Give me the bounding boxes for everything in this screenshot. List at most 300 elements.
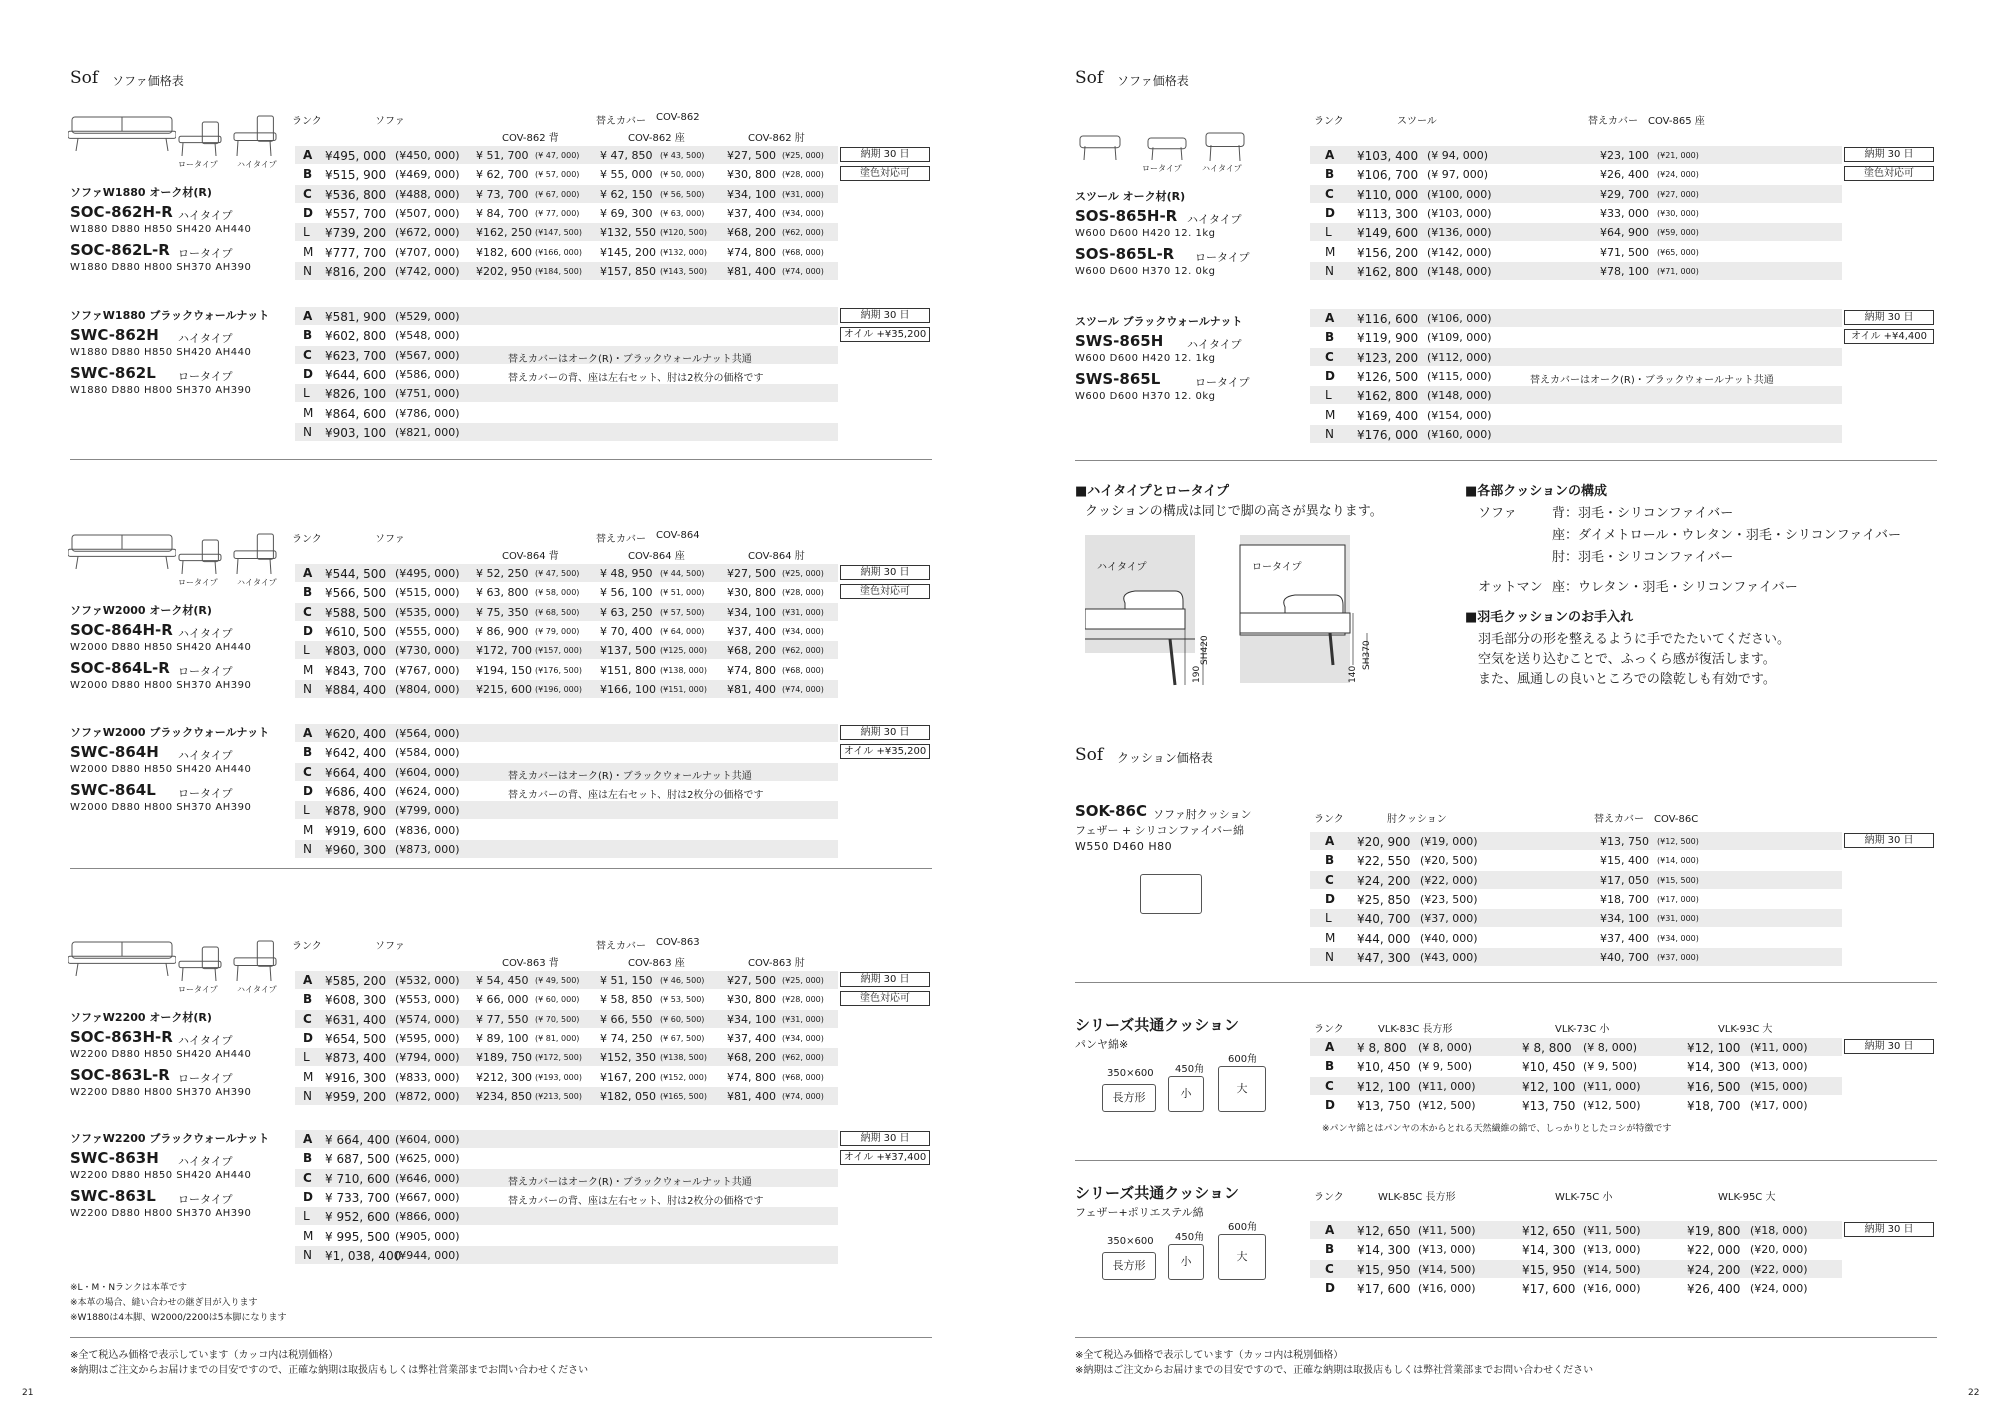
cover-back-price: ¥ 86, 900: [476, 624, 529, 638]
rank-letter: C: [1325, 1261, 1334, 1276]
cover-seat-ex-tax: (¥ 44, 500): [660, 569, 705, 578]
large-cushion-price: ¥16, 500: [1687, 1079, 1741, 1094]
cover-back-ex-tax: (¥ 68, 500): [535, 607, 580, 617]
rank-letter: L: [303, 1050, 310, 1065]
cover-ex-tax: (¥14, 000): [1657, 856, 1699, 866]
header-cover-arm: COV-864 肘: [748, 551, 805, 562]
cover-arm-price: ¥27, 500: [727, 149, 776, 162]
rank-letter: D: [303, 783, 313, 798]
large-cushion-price: ¥19, 800: [1687, 1224, 1741, 1238]
cover-seat-ex-tax: (¥125, 000): [660, 646, 707, 656]
rect-cushion-ex-tax: (¥11, 500): [1418, 1224, 1476, 1237]
arm-cushion-sub: ソファ肘クッション: [1153, 808, 1252, 821]
sofa-price-ex-tax: (¥667, 000): [395, 1190, 460, 1204]
header-rank: ランク: [292, 941, 322, 952]
header-cover-seat: COV-863 座: [628, 958, 685, 969]
cover-seat-price: ¥137, 500: [600, 644, 656, 658]
stool-price-ex-tax: (¥103, 000): [1427, 206, 1492, 220]
lead-time-badge: 納期 30 日: [840, 565, 930, 580]
cover-seat-ex-tax: (¥ 56, 500): [660, 189, 705, 199]
cover-arm-ex-tax: (¥68, 000): [782, 665, 824, 675]
rect-cushion-price: ¥14, 300: [1357, 1243, 1411, 1258]
info-heading-type: ■ハイタイプとロータイプ: [1075, 484, 1229, 499]
cover-seat-ex-tax: (¥ 43, 500): [660, 151, 705, 160]
small-cushion-price: ¥12, 650: [1522, 1224, 1576, 1238]
cover-seat-ex-tax: (¥ 50, 000): [660, 170, 705, 180]
sofa-price-ex-tax: (¥469, 000): [395, 168, 460, 182]
sofa-price-ex-tax: (¥488, 000): [395, 187, 460, 201]
sofa-price: ¥903, 100: [325, 425, 387, 440]
stool-price: ¥176, 000: [1357, 427, 1419, 442]
cover-back-ex-tax: (¥172, 500): [535, 1053, 582, 1063]
sofa-price: ¥ 710, 600: [325, 1171, 390, 1186]
product-code-high: SWC-863H: [70, 1149, 159, 1167]
cushion-back: 背：羽毛・シリコンファイバー: [1552, 506, 1734, 521]
finish-option-badge: オイル +¥35,200: [840, 744, 930, 759]
cover-ex-tax: (¥65, 000): [1657, 247, 1699, 257]
header-stool: スツール: [1397, 116, 1437, 127]
cover-seat-ex-tax: (¥ 60, 500): [660, 1014, 705, 1024]
product-name: ソファW2000 オーク材(R): [70, 604, 212, 617]
cover-back-price: ¥234, 850: [476, 1089, 532, 1103]
arm-cushion-ex-tax: (¥19, 000): [1420, 835, 1478, 848]
large-cushion-price: ¥12, 100: [1687, 1041, 1741, 1055]
rank-letter: A: [1325, 834, 1335, 848]
product-code-high: SWS-865H: [1075, 332, 1164, 350]
divider: [1075, 1337, 1937, 1338]
rank-letter: A: [303, 566, 313, 580]
rect-cushion-ex-tax: (¥11, 000): [1418, 1079, 1476, 1093]
rank-letter: C: [1325, 872, 1334, 887]
header-sofa: ソファ: [375, 116, 405, 127]
sofa-illustration: [68, 940, 176, 976]
stool-price: ¥106, 700: [1357, 168, 1419, 183]
product-type-low: ロータイプ: [1195, 251, 1250, 264]
cover-seat-ex-tax: (¥ 51, 000): [660, 588, 705, 598]
product-type-high: ハイタイプ: [178, 627, 233, 640]
cover-seat-price: ¥ 70, 400: [600, 624, 653, 638]
sofa-price: ¥608, 300: [325, 993, 387, 1008]
sofa-price: ¥843, 700: [325, 663, 387, 678]
cover-arm-ex-tax: (¥34, 000): [782, 626, 824, 636]
divider: [1075, 460, 1937, 461]
sofa-price: ¥1, 038, 400: [325, 1248, 402, 1263]
arm-cushion-price: ¥24, 200: [1357, 873, 1411, 888]
rank-letter: D: [1325, 1097, 1335, 1112]
size-label-small: 450角: [1175, 1232, 1205, 1243]
cover-ex-tax: (¥34, 000): [1657, 933, 1699, 943]
stool-price-ex-tax: (¥106, 000): [1427, 312, 1492, 325]
cover-price: ¥13, 750: [1600, 835, 1649, 848]
finish-option-badge: オイル +¥35,200: [840, 327, 930, 342]
page-number: 21: [22, 1388, 34, 1398]
cover-arm-price: ¥34, 100: [727, 605, 776, 619]
cover-arm-price: ¥74, 800: [727, 245, 776, 259]
cover-seat-price: ¥152, 350: [600, 1051, 656, 1065]
footer-note: ※全て税込み価格で表示しています（カッコ内は税別価格）: [70, 1350, 339, 1361]
product-dims-high: W600 D600 H420 12. 1kg: [1075, 353, 1216, 364]
lowtype-label: ロータイプ: [178, 578, 218, 587]
cushion-rect-shape: 長方形: [1102, 1252, 1156, 1280]
stool-price-ex-tax: (¥ 97, 000): [1427, 168, 1489, 182]
sofa-price-ex-tax: (¥821, 000): [395, 425, 460, 439]
arm-cushion-ex-tax: (¥20, 500): [1420, 854, 1478, 868]
cover-ex-tax: (¥71, 000): [1657, 266, 1699, 276]
cover-ex-tax: (¥17, 000): [1657, 894, 1699, 904]
cover-back-price: ¥182, 600: [476, 245, 532, 259]
sofa-price: ¥959, 200: [325, 1089, 387, 1104]
arm-cushion-code: SOK-86C: [1075, 802, 1147, 820]
cover-seat-price: ¥151, 800: [600, 663, 656, 677]
header-cover-code: COV-863: [656, 937, 700, 948]
arm-cushion-price: ¥22, 550: [1357, 854, 1411, 869]
cover-seat-price: ¥157, 850: [600, 264, 656, 278]
cover-back-price: ¥215, 600: [476, 682, 532, 696]
small-cushion-price: ¥17, 600: [1522, 1281, 1576, 1296]
product-dims-low: W600 D600 H370 12. 0kg: [1075, 266, 1216, 277]
dimension-140: 140: [1348, 665, 1358, 683]
header-cover-arm: COV-862 肘: [748, 133, 805, 144]
arm-cushion-ex-tax: (¥40, 000): [1420, 931, 1478, 945]
rect-cushion-ex-tax: (¥12, 500): [1418, 1098, 1476, 1112]
sofa-price-ex-tax: (¥905, 000): [395, 1229, 460, 1243]
series-material: フェザー+ポリエステル綿: [1075, 1206, 1204, 1219]
rank-letter: A: [1325, 1223, 1335, 1237]
cover-seat-ex-tax: (¥120, 500): [660, 228, 707, 238]
cover-note: 替えカバーはオーク(R)・ブラックウォールナット共通: [508, 770, 752, 782]
finish-option-badge: オイル +¥37,400: [840, 1150, 930, 1165]
sofa-price: ¥873, 400: [325, 1051, 387, 1066]
cover-seat-price: ¥ 66, 550: [600, 1012, 653, 1026]
sofa-price: ¥544, 500: [325, 567, 387, 581]
cover-arm-ex-tax: (¥25, 000): [782, 569, 824, 578]
lowtype-label: ロータイプ: [178, 985, 218, 994]
finish-option-badge: 塗色対応可: [1844, 166, 1934, 181]
rank-letter: D: [1325, 891, 1335, 906]
sofa-price: ¥495, 000: [325, 149, 387, 163]
header-arm-cushion: 肘クッション: [1387, 814, 1447, 825]
small-cushion-ex-tax: (¥ 8, 000): [1583, 1041, 1638, 1054]
sofa-price: ¥588, 500: [325, 605, 387, 620]
hightype-label: ハイタイプ: [1202, 164, 1242, 173]
rect-cushion-price: ¥17, 600: [1357, 1281, 1411, 1296]
cover-price: ¥34, 100: [1600, 912, 1649, 926]
finish-option-badge: 塗色対応可: [840, 991, 930, 1006]
figure-label-high: ハイタイプ: [1097, 562, 1147, 573]
header-cover: 替えカバー: [596, 941, 646, 952]
page-title: Sof: [1075, 68, 1104, 88]
cover-back-price: ¥ 52, 250: [476, 567, 529, 580]
rank-letter: B: [1325, 1059, 1335, 1074]
product-type-low: ロータイプ: [178, 787, 233, 800]
rank-letter: M: [1325, 244, 1336, 259]
cover-seat-price: ¥145, 200: [600, 245, 656, 259]
stool-price: ¥162, 800: [1357, 389, 1419, 404]
small-cushion-ex-tax: (¥16, 000): [1583, 1281, 1641, 1295]
cover-back-price: ¥212, 300: [476, 1070, 532, 1084]
sofa-price-ex-tax: (¥548, 000): [395, 329, 460, 343]
product-name: ソファW1880 オーク材(R): [70, 186, 212, 199]
divider: [70, 1337, 932, 1338]
sofa-price: ¥585, 200: [325, 974, 387, 988]
cover-seat-price: ¥ 62, 150: [600, 187, 653, 201]
header-cover: 替えカバー COV-86C: [1594, 814, 1699, 825]
product-dims-high: W2000 D880 H850 SH420 AH440: [70, 764, 252, 775]
arm-cushion-ex-tax: (¥22, 000): [1420, 873, 1478, 887]
rect-cushion-ex-tax: (¥13, 000): [1418, 1243, 1476, 1257]
lowtype-stool-illustration: [1146, 136, 1188, 160]
header-rank: ランク: [292, 534, 322, 545]
cover-back-price: ¥202, 950: [476, 264, 532, 278]
sofa-price: ¥620, 400: [325, 727, 387, 741]
label-ottoman: オットマン: [1478, 580, 1543, 595]
sofa-price: ¥916, 300: [325, 1070, 387, 1085]
stool-price: ¥103, 400: [1357, 149, 1419, 163]
cover-seat-ex-tax: (¥132, 000): [660, 247, 707, 257]
sofa-price: ¥739, 200: [325, 226, 387, 241]
arm-cushion-dims: W550 D460 H80: [1075, 840, 1173, 853]
cover-back-ex-tax: (¥184, 500): [535, 266, 582, 276]
stool-illustration: [1078, 134, 1122, 160]
sofa-price: ¥ 687, 500: [325, 1152, 390, 1167]
cover-back-price: ¥ 84, 700: [476, 206, 529, 220]
divider: [70, 868, 932, 869]
sofa-illustration: [68, 533, 176, 569]
product-dims-low: W2200 D880 H800 SH370 AH390: [70, 1087, 252, 1098]
cover-seat-ex-tax: (¥ 57, 500): [660, 607, 705, 617]
sofa-price: ¥566, 500: [325, 586, 387, 601]
rect-cushion-price: ¥13, 750: [1357, 1098, 1411, 1113]
cover-seat-ex-tax: (¥143, 500): [660, 266, 707, 276]
cover-arm-price: ¥30, 800: [727, 993, 776, 1007]
cover-seat-price: ¥ 47, 850: [600, 149, 653, 162]
product-code-low: SWC-863L: [70, 1187, 156, 1205]
product-type-high: ハイタイプ: [178, 749, 233, 762]
header-rank: ランク: [292, 116, 322, 127]
sofa-price: ¥ 733, 700: [325, 1190, 390, 1205]
series-title: シリーズ共通クッション: [1075, 1016, 1239, 1034]
cover-arm-price: ¥30, 800: [727, 586, 776, 600]
product-type-high: ハイタイプ: [178, 1034, 233, 1047]
arm-cushion-price: ¥44, 000: [1357, 931, 1411, 946]
rank-letter: A: [303, 973, 313, 987]
rect-cushion-price: ¥12, 100: [1357, 1079, 1411, 1094]
sofa-price-ex-tax: (¥730, 000): [395, 644, 460, 658]
cover-arm-price: ¥37, 400: [727, 206, 776, 220]
sofa-price: ¥864, 600: [325, 406, 387, 421]
rank-letter: M: [303, 662, 314, 677]
cover-ex-tax: (¥27, 000): [1657, 189, 1699, 199]
sofa-price: ¥642, 400: [325, 746, 387, 761]
cover-arm-price: ¥37, 400: [727, 1031, 776, 1045]
sofa-price-ex-tax: (¥624, 000): [395, 784, 460, 798]
sofa-price-ex-tax: (¥794, 000): [395, 1051, 460, 1065]
cover-arm-price: ¥27, 500: [727, 974, 776, 987]
arm-cushion-illustration: [1140, 874, 1202, 914]
cover-seat-price: ¥ 48, 950: [600, 567, 653, 580]
cover-seat-price: ¥ 51, 150: [600, 974, 653, 987]
rank-letter: M: [1325, 930, 1336, 945]
cover-back-price: ¥ 73, 700: [476, 187, 529, 201]
sofa-price-ex-tax: (¥944, 000): [395, 1248, 460, 1262]
rank-letter: D: [1325, 1280, 1335, 1295]
sofa-price-ex-tax: (¥751, 000): [395, 387, 460, 401]
arm-cushion-price: ¥20, 900: [1357, 835, 1411, 849]
cover-ex-tax: (¥30, 000): [1657, 208, 1699, 218]
product-name: ソファW2000 ブラックウォールナット: [70, 726, 270, 739]
series-note: ※パンヤ綿とはパンヤの木からとれる天然繊維の綿で、しっかりとしたコシが特徴です: [1322, 1124, 1672, 1135]
cover-back-ex-tax: (¥ 47, 500): [535, 569, 580, 578]
product-dims-high: W1880 D880 H850 SH420 AH440: [70, 347, 252, 358]
stool-price-ex-tax: (¥109, 000): [1427, 331, 1492, 345]
cover-arm-ex-tax: (¥31, 000): [782, 607, 824, 617]
rank-letter: C: [1325, 186, 1334, 201]
hightype-chair-illustration: [232, 939, 278, 981]
sofa-price-ex-tax: (¥872, 000): [395, 1089, 460, 1103]
header-sofa: ソファ: [375, 941, 405, 952]
rank-letter: N: [1325, 949, 1334, 964]
header-rank: ランク: [1314, 814, 1344, 825]
cover-arm-price: ¥81, 400: [727, 1089, 776, 1103]
rect-cushion-price: ¥12, 650: [1357, 1224, 1411, 1238]
sofa-price-ex-tax: (¥495, 000): [395, 567, 460, 580]
sofa-price: ¥826, 100: [325, 387, 387, 402]
header-cover-code: COV-864: [656, 530, 700, 541]
sofa-price: ¥581, 900: [325, 310, 387, 324]
cover-arm-price: ¥81, 400: [727, 682, 776, 696]
cover-seat-price: ¥ 55, 000: [600, 168, 653, 182]
product-type-high: ハイタイプ: [1187, 213, 1242, 226]
cover-seat-price: ¥ 69, 300: [600, 206, 653, 220]
cover-arm-ex-tax: (¥25, 000): [782, 976, 824, 985]
ottoman-seat: 座：ウレタン・羽毛・シリコンファイバー: [1552, 580, 1798, 595]
small-cushion-ex-tax: (¥14, 500): [1583, 1262, 1641, 1276]
dimension-sh370: SH370: [1362, 640, 1372, 670]
sofa-price: ¥654, 500: [325, 1031, 387, 1046]
small-cushion-price: ¥ 8, 800: [1522, 1041, 1572, 1055]
cover-back-ex-tax: (¥166, 000): [535, 247, 582, 257]
lead-time-badge: 納期 30 日: [1844, 1039, 1934, 1054]
rank-letter: B: [1325, 330, 1335, 345]
product-dims-low: W1880 D880 H800 SH370 AH390: [70, 262, 252, 273]
cover-price: ¥40, 700: [1600, 950, 1649, 964]
large-cushion-ex-tax: (¥24, 000): [1750, 1281, 1808, 1295]
sofa-price-ex-tax: (¥672, 000): [395, 226, 460, 240]
rank-letter: N: [303, 681, 312, 696]
cover-arm-price: ¥27, 500: [727, 567, 776, 580]
product-dims-high: W2200 D880 H850 SH420 AH440: [70, 1049, 252, 1060]
cover-ex-tax: (¥31, 000): [1657, 914, 1699, 924]
stool-price: ¥116, 600: [1357, 312, 1419, 326]
lead-time-badge: 納期 30 日: [840, 725, 930, 740]
cover-price: ¥64, 900: [1600, 226, 1649, 240]
header-rect: VLK-83C 長方形: [1378, 1024, 1453, 1035]
rank-letter: M: [1325, 407, 1336, 422]
product-type-high: ハイタイプ: [178, 332, 233, 345]
rank-letter: N: [303, 1247, 312, 1262]
cover-arm-price: ¥74, 800: [727, 1070, 776, 1084]
cover-arm-price: ¥68, 200: [727, 1051, 776, 1065]
rect-cushion-price: ¥ 8, 800: [1357, 1041, 1407, 1055]
cover-seat-price: ¥ 74, 250: [600, 1031, 653, 1045]
rank-letter: C: [303, 1170, 312, 1185]
large-cushion-ex-tax: (¥11, 000): [1750, 1041, 1808, 1054]
small-cushion-price: ¥14, 300: [1522, 1243, 1576, 1258]
cover-back-ex-tax: (¥ 47, 000): [535, 151, 580, 160]
cover-arm-ex-tax: (¥74, 000): [782, 684, 824, 694]
rank-letter: A: [303, 1132, 313, 1146]
hightype-stool-illustration: [1204, 131, 1246, 161]
cover-price: ¥29, 700: [1600, 187, 1649, 201]
cover-arm-price: ¥68, 200: [727, 644, 776, 658]
sofa-price: ¥960, 300: [325, 842, 387, 857]
stool-price: ¥162, 800: [1357, 264, 1419, 279]
sofa-price: ¥777, 700: [325, 245, 387, 260]
rank-letter: A: [1325, 1040, 1335, 1054]
cushion-section-sub: クッション価格表: [1117, 751, 1213, 765]
product-dims-low: W600 D600 H370 12. 0kg: [1075, 391, 1216, 402]
product-type-low: ロータイプ: [178, 1072, 233, 1085]
cover-arm-ex-tax: (¥74, 000): [782, 1091, 824, 1101]
cover-seat-ex-tax: (¥ 53, 500): [660, 995, 705, 1005]
small-cushion-price: ¥15, 950: [1522, 1262, 1576, 1277]
cover-note: 替えカバーはオーク(R)・ブラックウォールナット共通: [508, 1176, 752, 1188]
sofa-price-ex-tax: (¥515, 000): [395, 586, 460, 600]
cover-back-ex-tax: (¥147, 500): [535, 228, 582, 238]
arm-cushion-price: ¥25, 850: [1357, 892, 1411, 907]
cover-ex-tax: (¥24, 000): [1657, 170, 1699, 180]
product-dims-high: W600 D600 H420 12. 1kg: [1075, 228, 1216, 239]
product-code-low: SOC-864L-R: [70, 659, 170, 677]
lead-time-badge: 納期 30 日: [840, 1131, 930, 1146]
rank-letter: C: [1325, 349, 1334, 364]
cover-seat-ex-tax: (¥ 64, 000): [660, 626, 705, 636]
header-cover-back: COV-863 背: [502, 958, 559, 969]
sofa-price-ex-tax: (¥786, 000): [395, 406, 460, 420]
rank-letter: N: [303, 841, 312, 856]
large-cushion-price: ¥14, 300: [1687, 1060, 1741, 1075]
size-label-large: 600角: [1228, 1222, 1258, 1233]
finish-option-badge: 塗色対応可: [840, 584, 930, 599]
product-code-low: SWC-864L: [70, 781, 156, 799]
sofa-price-ex-tax: (¥507, 000): [395, 206, 460, 220]
rank-letter: B: [303, 585, 313, 600]
rank-letter: B: [1325, 167, 1335, 182]
leather-note: ※L・M・Nランクは本革です: [70, 1283, 187, 1293]
cover-seat-ex-tax: (¥151, 000): [660, 684, 707, 694]
product-name: ソファW2200 ブラックウォールナット: [70, 1132, 270, 1145]
stool-price: ¥113, 300: [1357, 206, 1419, 221]
rank-letter: C: [1325, 1078, 1334, 1093]
sofa-price: ¥536, 800: [325, 187, 387, 202]
cover-arm-ex-tax: (¥25, 000): [782, 151, 824, 160]
sofa-price-ex-tax: (¥535, 000): [395, 605, 460, 619]
cover-seat-price: ¥166, 100: [600, 682, 656, 696]
hightype-label: ハイタイプ: [237, 578, 277, 587]
cover-arm-ex-tax: (¥62, 000): [782, 1053, 824, 1063]
rank-letter: L: [303, 1209, 310, 1224]
sofa-price-ex-tax: (¥866, 000): [395, 1210, 460, 1224]
product-dims-low: W2000 D880 H800 SH370 AH390: [70, 680, 252, 691]
cover-arm-ex-tax: (¥28, 000): [782, 995, 824, 1005]
sofa-price: ¥ 664, 400: [325, 1133, 390, 1147]
cover-seat-ex-tax: (¥152, 000): [660, 1072, 707, 1082]
sofa-price-ex-tax: (¥646, 000): [395, 1171, 460, 1185]
stool-price-ex-tax: (¥136, 000): [1427, 226, 1492, 240]
cover-arm-ex-tax: (¥28, 000): [782, 170, 824, 180]
sofa-price-ex-tax: (¥567, 000): [395, 348, 460, 362]
cover-price: ¥17, 050: [1600, 873, 1649, 887]
